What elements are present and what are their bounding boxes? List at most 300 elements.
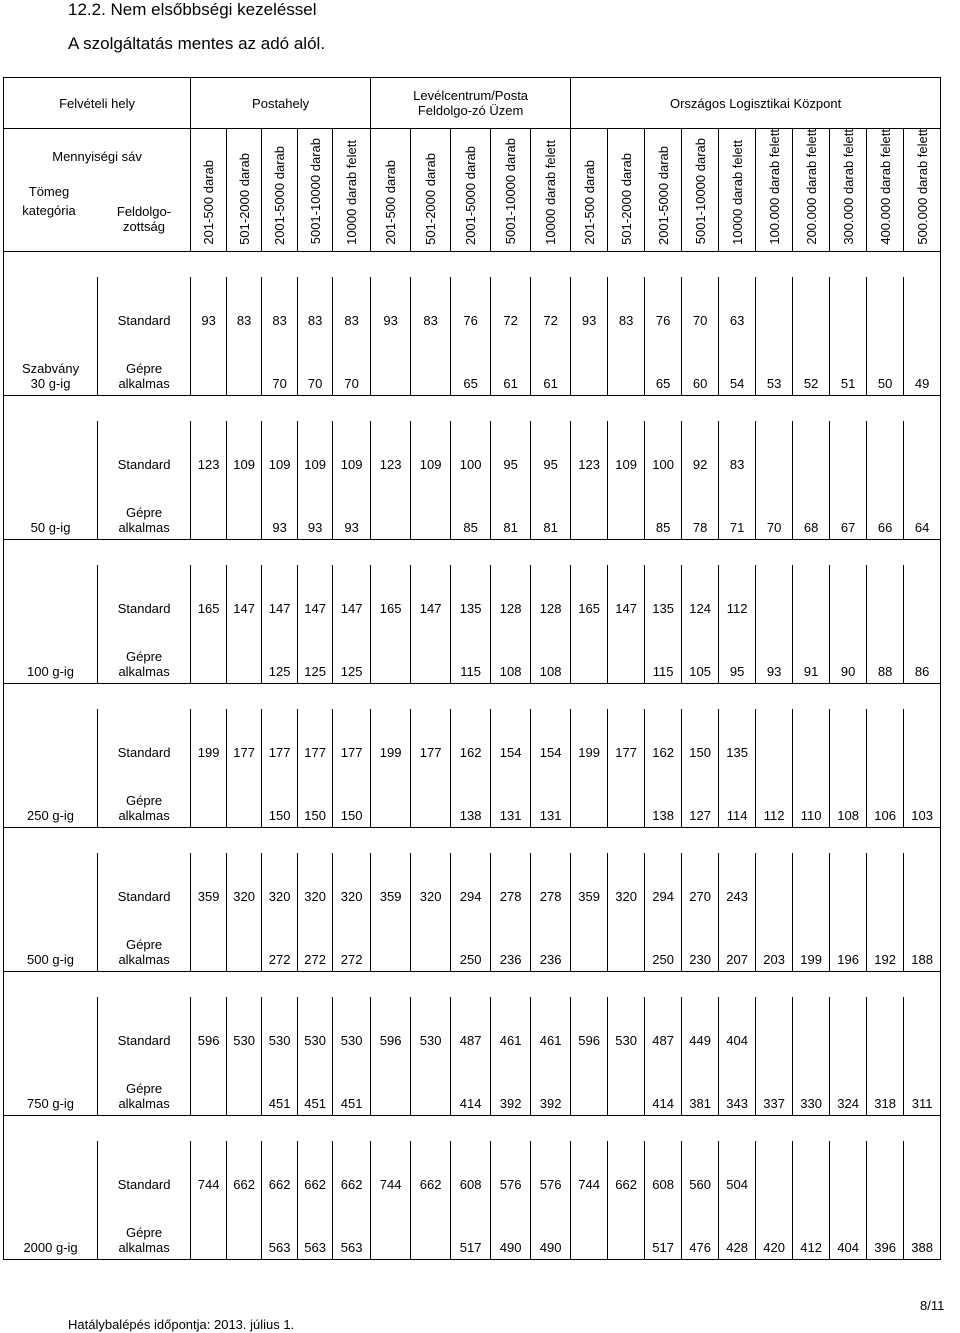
column-header-label: 500.000 darab felett — [914, 129, 930, 245]
standard-price: 95 — [531, 421, 571, 484]
gepre-price: 81 — [491, 484, 531, 540]
gepre-price — [608, 628, 645, 684]
gepre-price: 127 — [682, 772, 719, 828]
standard-price: 83 — [411, 277, 451, 340]
page-title: 12.2. Nem elsőbbségi kezeléssel — [68, 0, 317, 19]
standard-price — [904, 997, 941, 1060]
gepre-price — [411, 340, 451, 396]
column-header — [571, 129, 608, 252]
weight-category: 500 g-ig — [27, 951, 75, 967]
gepre-price: 396 — [867, 1204, 904, 1260]
standard-price: 100 — [451, 421, 491, 484]
standard-price: 199 — [371, 709, 411, 772]
standard-price: 162 — [451, 709, 491, 772]
gepre-price: 330 — [793, 1060, 830, 1116]
table-row — [4, 340, 941, 396]
standard-price — [904, 277, 941, 340]
standard-price — [904, 565, 941, 628]
gepre-price: 68 — [793, 484, 830, 540]
standard-price: 487 — [645, 997, 682, 1060]
column-header — [333, 129, 371, 252]
standard-price — [756, 565, 793, 628]
standard-price — [867, 709, 904, 772]
standard-price: 154 — [491, 709, 531, 772]
column-header — [867, 129, 904, 252]
gepre-price: 414 — [645, 1060, 682, 1116]
gepre-price: 125 — [262, 628, 298, 684]
gepre-price: 150 — [298, 772, 333, 828]
standard-price — [756, 709, 793, 772]
gepre-price: 388 — [904, 1204, 941, 1260]
column-header-label: 501-2000 darab — [423, 152, 439, 245]
standard-price: 404 — [719, 997, 756, 1060]
standard-price: 147 — [298, 565, 333, 628]
weight-cell — [4, 997, 98, 1116]
table-row — [4, 997, 941, 1060]
standard-price — [867, 853, 904, 916]
gepre-price: 150 — [262, 772, 298, 828]
column-header — [262, 129, 298, 252]
standard-price: 123 — [371, 421, 411, 484]
gepre-price — [227, 628, 262, 684]
table-row — [4, 1141, 941, 1204]
standard-price: 487 — [451, 997, 491, 1060]
gepre-price — [371, 916, 411, 972]
gepre-price: 50 — [867, 340, 904, 396]
column-header-label: 2001-5000 darab — [463, 145, 479, 245]
column-header — [682, 129, 719, 252]
standard-price: 165 — [571, 565, 608, 628]
standard-price: 596 — [371, 997, 411, 1060]
gepre-price: 138 — [451, 772, 491, 828]
standard-price: 124 — [682, 565, 719, 628]
column-header — [411, 129, 451, 252]
standard-price: 128 — [491, 565, 531, 628]
gepre-price: 65 — [451, 340, 491, 396]
standard-price — [830, 421, 867, 484]
column-header-label: 5001-10000 darab — [503, 138, 519, 245]
gepre-price: 192 — [867, 916, 904, 972]
standard-price — [793, 421, 830, 484]
standard-price: 147 — [333, 565, 371, 628]
gepre-price: 138 — [645, 772, 682, 828]
standard-price: 530 — [262, 997, 298, 1060]
standard-price: 504 — [719, 1141, 756, 1204]
standard-price: 123 — [191, 421, 227, 484]
gepre-price — [571, 340, 608, 396]
gepre-price: 490 — [531, 1204, 571, 1260]
weight-category: 2000 g-ig — [23, 1239, 78, 1255]
gepre-label-cell — [98, 1204, 191, 1260]
column-header-label: 501-2000 darab — [236, 152, 252, 245]
gepre-price: 125 — [333, 628, 371, 684]
gepre-price: 517 — [645, 1204, 682, 1260]
page-number: 8/11 — [920, 1298, 945, 1313]
standard-price: 320 — [333, 853, 371, 916]
gepre-price — [191, 916, 227, 972]
gepre-price: 476 — [682, 1204, 719, 1260]
table-row — [4, 772, 941, 828]
standard-price: 320 — [608, 853, 645, 916]
gepre-price: 272 — [298, 916, 333, 972]
standard-price: 70 — [682, 277, 719, 340]
gepre-price: 125 — [298, 628, 333, 684]
spacer-row — [4, 539, 941, 565]
standard-price — [830, 709, 867, 772]
gepre-price: 250 — [451, 916, 491, 972]
column-header — [227, 129, 262, 252]
standard-price: 72 — [531, 277, 571, 340]
gepre-price — [571, 916, 608, 972]
column-header — [793, 129, 830, 252]
tariff-table — [3, 77, 941, 1260]
gepre-label: Gépre alkalmas — [118, 648, 170, 679]
standard-price: 165 — [191, 565, 227, 628]
weight-category: 50 g-ig — [30, 519, 71, 535]
standard-price: 177 — [608, 709, 645, 772]
weight-cell — [4, 421, 98, 540]
standard-price: 83 — [262, 277, 298, 340]
gepre-price: 103 — [904, 772, 941, 828]
standard-price: 596 — [571, 997, 608, 1060]
standard-price: 744 — [191, 1141, 227, 1204]
gepre-price: 49 — [904, 340, 941, 396]
column-header-label: 201-500 darab — [581, 160, 597, 245]
standard-price: 93 — [571, 277, 608, 340]
standard-price: 576 — [531, 1141, 571, 1204]
gepre-price: 112 — [756, 772, 793, 828]
standard-price: 530 — [227, 997, 262, 1060]
header-feldolgozottsag: Feldolgo-zottság — [116, 204, 172, 234]
gepre-price: 70 — [262, 340, 298, 396]
gepre-price — [608, 916, 645, 972]
column-header — [298, 129, 333, 252]
column-header-label: 300.000 darab felett — [840, 129, 856, 245]
column-header-label: 10000 darab felett — [543, 139, 559, 245]
standard-price — [867, 565, 904, 628]
standard-price: 128 — [531, 565, 571, 628]
gepre-price: 381 — [682, 1060, 719, 1116]
table-row — [4, 1204, 941, 1260]
standard-price: 147 — [411, 565, 451, 628]
standard-price: 662 — [333, 1141, 371, 1204]
gepre-price — [371, 340, 411, 396]
standard-price — [904, 1141, 941, 1204]
column-header-label: 501-2000 darab — [618, 152, 634, 245]
gepre-price: 318 — [867, 1060, 904, 1116]
standard-price — [830, 853, 867, 916]
header-mennyisegi-sav: Mennyiségi sáv — [52, 149, 142, 164]
gepre-price: 451 — [262, 1060, 298, 1116]
gepre-price — [227, 340, 262, 396]
standard-price: 109 — [298, 421, 333, 484]
gepre-price — [608, 340, 645, 396]
standard-price: 177 — [298, 709, 333, 772]
gepre-price: 61 — [531, 340, 571, 396]
weight-category: 250 g-ig — [27, 807, 75, 823]
weight-cell — [4, 853, 98, 972]
gepre-price: 53 — [756, 340, 793, 396]
standard-price — [867, 1141, 904, 1204]
gepre-price: 563 — [333, 1204, 371, 1260]
gepre-price — [608, 1060, 645, 1116]
gepre-price: 131 — [491, 772, 531, 828]
standard-price: 100 — [645, 421, 682, 484]
gepre-price: 70 — [333, 340, 371, 396]
gepre-price: 70 — [298, 340, 333, 396]
weight-category: 750 g-ig — [27, 1095, 75, 1111]
standard-price: 596 — [191, 997, 227, 1060]
gepre-price: 324 — [830, 1060, 867, 1116]
standard-price — [756, 277, 793, 340]
standard-price: 83 — [298, 277, 333, 340]
standard-price — [830, 1141, 867, 1204]
gepre-price: 337 — [756, 1060, 793, 1116]
weight-category: 100 g-ig — [27, 663, 75, 679]
standard-price: 109 — [608, 421, 645, 484]
gepre-price: 108 — [531, 628, 571, 684]
gepre-price — [227, 484, 262, 540]
gepre-price — [191, 340, 227, 396]
gepre-price: 115 — [645, 628, 682, 684]
standard-price — [867, 997, 904, 1060]
header-levelcentrum-label: Levélcentrum/Posta Feldolgo-zó Üzem — [413, 88, 529, 118]
gepre-label-cell — [98, 916, 191, 972]
standard-label: Standard — [98, 709, 191, 772]
page-subtitle: A szolgáltatás mentes az adó alól. — [68, 34, 326, 53]
column-header-label: 5001-10000 darab — [692, 138, 708, 245]
gepre-price: 236 — [491, 916, 531, 972]
standard-price: 63 — [719, 277, 756, 340]
gepre-price — [191, 772, 227, 828]
column-header-label: 2001-5000 darab — [272, 145, 288, 245]
gepre-price: 131 — [531, 772, 571, 828]
standard-label: Standard — [98, 277, 191, 340]
gepre-price — [411, 628, 451, 684]
standard-price: 662 — [608, 1141, 645, 1204]
gepre-price: 91 — [793, 628, 830, 684]
standard-price — [830, 565, 867, 628]
standard-price: 162 — [645, 709, 682, 772]
gepre-price: 115 — [451, 628, 491, 684]
gepre-price: 90 — [830, 628, 867, 684]
gepre-price: 199 — [793, 916, 830, 972]
standard-price — [793, 565, 830, 628]
gepre-price: 420 — [756, 1204, 793, 1260]
standard-price — [793, 1141, 830, 1204]
gepre-price — [411, 1204, 451, 1260]
header-orszagos: Országos Logisztikai Központ — [571, 78, 941, 129]
standard-price: 93 — [191, 277, 227, 340]
gepre-price: 93 — [262, 484, 298, 540]
weight-cell — [4, 709, 98, 828]
gepre-price — [571, 772, 608, 828]
gepre-price — [191, 628, 227, 684]
standard-price: 135 — [719, 709, 756, 772]
header-tomeg-kategoria: Tömeg kategória — [22, 184, 76, 218]
spacer-row — [4, 395, 941, 421]
column-header — [491, 129, 531, 252]
gepre-price — [411, 1060, 451, 1116]
column-header — [371, 129, 411, 252]
standard-label: Standard — [98, 565, 191, 628]
gepre-price: 563 — [298, 1204, 333, 1260]
gepre-price: 414 — [451, 1060, 491, 1116]
standard-price: 461 — [491, 997, 531, 1060]
column-header — [719, 129, 756, 252]
gepre-price: 110 — [793, 772, 830, 828]
gepre-price — [411, 772, 451, 828]
column-header — [608, 129, 645, 252]
standard-price — [867, 277, 904, 340]
standard-price: 165 — [371, 565, 411, 628]
gepre-price: 451 — [333, 1060, 371, 1116]
gepre-price — [227, 1204, 262, 1260]
standard-price — [904, 709, 941, 772]
gepre-price: 236 — [531, 916, 571, 972]
column-header-label: 201-500 darab — [383, 160, 399, 245]
standard-price: 294 — [645, 853, 682, 916]
gepre-price — [608, 484, 645, 540]
standard-price: 320 — [262, 853, 298, 916]
gepre-price: 66 — [867, 484, 904, 540]
gepre-price — [411, 916, 451, 972]
standard-price: 76 — [645, 277, 682, 340]
standard-price: 662 — [298, 1141, 333, 1204]
standard-price: 278 — [531, 853, 571, 916]
table-row — [4, 1060, 941, 1116]
standard-price — [756, 1141, 793, 1204]
gepre-price: 203 — [756, 916, 793, 972]
gepre-price: 188 — [904, 916, 941, 972]
standard-price: 662 — [262, 1141, 298, 1204]
standard-price: 112 — [719, 565, 756, 628]
standard-price: 123 — [571, 421, 608, 484]
gepre-price: 61 — [491, 340, 531, 396]
gepre-price: 517 — [451, 1204, 491, 1260]
gepre-price: 52 — [793, 340, 830, 396]
standard-price: 359 — [371, 853, 411, 916]
spacer-row — [4, 251, 941, 277]
table-row — [4, 565, 941, 628]
standard-price: 320 — [298, 853, 333, 916]
standard-price: 461 — [531, 997, 571, 1060]
standard-price: 135 — [451, 565, 491, 628]
standard-price — [904, 853, 941, 916]
table-row — [4, 853, 941, 916]
spacer-row — [4, 827, 941, 853]
standard-price — [793, 997, 830, 1060]
standard-price: 109 — [227, 421, 262, 484]
gepre-price: 272 — [333, 916, 371, 972]
standard-label: Standard — [98, 421, 191, 484]
gepre-price: 105 — [682, 628, 719, 684]
gepre-price: 428 — [719, 1204, 756, 1260]
standard-price: 576 — [491, 1141, 531, 1204]
gepre-price — [608, 772, 645, 828]
weight-category: Szabvány 30 g-ig — [22, 360, 80, 391]
header-categories-cell — [4, 129, 191, 252]
gepre-label-cell — [98, 628, 191, 684]
standard-label: Standard — [98, 1141, 191, 1204]
gepre-price — [371, 628, 411, 684]
gepre-price: 71 — [719, 484, 756, 540]
weight-cell — [4, 1141, 98, 1260]
standard-price — [904, 421, 941, 484]
gepre-price: 404 — [830, 1204, 867, 1260]
gepre-price: 64 — [904, 484, 941, 540]
standard-price: 109 — [262, 421, 298, 484]
gepre-price — [227, 1060, 262, 1116]
standard-price: 93 — [371, 277, 411, 340]
gepre-label: Gépre alkalmas — [118, 792, 170, 823]
standard-price: 177 — [227, 709, 262, 772]
standard-price — [756, 853, 793, 916]
gepre-price: 93 — [298, 484, 333, 540]
gepre-price: 65 — [645, 340, 682, 396]
header-levelcentrum — [371, 78, 571, 129]
standard-price: 95 — [491, 421, 531, 484]
standard-price: 83 — [333, 277, 371, 340]
standard-price: 154 — [531, 709, 571, 772]
gepre-price: 108 — [491, 628, 531, 684]
spacer-row — [4, 971, 941, 997]
gepre-price — [371, 772, 411, 828]
column-header-label: 100.000 darab felett — [766, 129, 782, 245]
standard-price — [793, 709, 830, 772]
gepre-price: 490 — [491, 1204, 531, 1260]
standard-price — [793, 853, 830, 916]
gepre-label-cell — [98, 1060, 191, 1116]
standard-price: 530 — [411, 997, 451, 1060]
column-header — [645, 129, 682, 252]
gepre-price — [371, 484, 411, 540]
gepre-label: Gépre alkalmas — [118, 1224, 170, 1255]
standard-price: 530 — [298, 997, 333, 1060]
column-header-label: 10000 darab felett — [344, 139, 360, 245]
table-row — [4, 421, 941, 484]
header-felveteli-hely: Felvételi hely — [4, 78, 191, 129]
standard-price: 243 — [719, 853, 756, 916]
gepre-price: 230 — [682, 916, 719, 972]
gepre-price: 60 — [682, 340, 719, 396]
gepre-price: 51 — [830, 340, 867, 396]
gepre-price: 95 — [719, 628, 756, 684]
standard-price: 270 — [682, 853, 719, 916]
standard-price: 662 — [227, 1141, 262, 1204]
column-header — [756, 129, 793, 252]
gepre-label-cell — [98, 772, 191, 828]
column-header-label: 400.000 darab felett — [877, 129, 893, 245]
standard-price: 76 — [451, 277, 491, 340]
gepre-price: 343 — [719, 1060, 756, 1116]
standard-price: 449 — [682, 997, 719, 1060]
gepre-label: Gépre alkalmas — [118, 360, 170, 391]
standard-price — [756, 997, 793, 1060]
gepre-price: 85 — [645, 484, 682, 540]
standard-price: 177 — [262, 709, 298, 772]
gepre-price — [191, 1204, 227, 1260]
gepre-price: 412 — [793, 1204, 830, 1260]
standard-price: 109 — [333, 421, 371, 484]
gepre-label: Gépre alkalmas — [118, 504, 170, 535]
standard-price: 294 — [451, 853, 491, 916]
column-header-label: 10000 darab felett — [729, 139, 745, 245]
gepre-price — [191, 484, 227, 540]
gepre-price: 196 — [830, 916, 867, 972]
table-row — [4, 484, 941, 540]
standard-price: 359 — [571, 853, 608, 916]
